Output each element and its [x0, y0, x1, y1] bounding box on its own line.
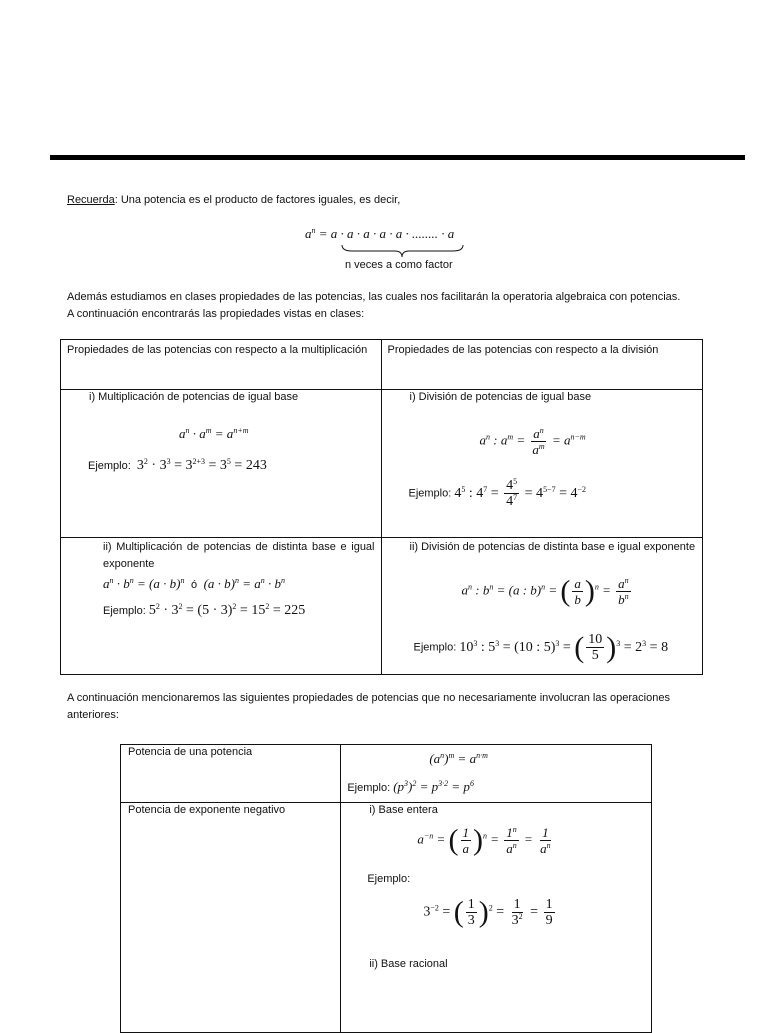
formula-mult-diff-base: $a^n \cdot b^n = (a \cdot b)^n$ ó $(a \cdot b)^n = a^n \cdot b^n$ [103, 576, 286, 591]
formula-div-diff-base: $a^n$ : $b^n = (a$ : b)$^n$ = ( $\frac{a}{b}$ )$^n$ = $\frac{a^n}{b^n}$ [461, 574, 629, 608]
brace-label: n veces a como factor [345, 259, 453, 271]
example-mult-same-base: Ejemplo: $3^2 \cdot 3^3 = 3^{2+3} = 3^5 = 243$ [88, 457, 267, 473]
cell-mult-diff-base: ii) Multiplicación de potencias de distinta base e igual exponente $a^n \cdot b^n = (a \cdot b)^n$ ó $(a \cdot b)^n = a^n \cdot b^n$ Ejemplo: $5^2 \cdot 3^2 = (5 \cdot 3)^2 = 15^2 = 225$ [61, 538, 382, 675]
formula-power-of-power: $(a^n)^m = a^{n\cdot m}$ [429, 751, 488, 766]
para2-line2: anteriores: [67, 709, 119, 721]
other-properties-table [120, 744, 652, 1033]
cell-div-same-base: i) División de potencias de igual base $a^n$ : $a^m$ = $\frac{a^n}{a^m}$ = $a^{n-m}$ Ejemplo: $4^5$ : $4^7$ = $\frac{4^5}{4^7}$ = $4^{5-7} = 4^{-2}$ [381, 390, 703, 538]
para1-line1: Además estudiamos en clases propiedades de las potencias, las cuales nos facilitarán la operatoria algebraica con potencias. [67, 291, 681, 303]
cell-power-of-power-label: Potencia de una potencia [121, 745, 341, 803]
example-power-of-power: Ejemplo: $(p^3)^2 = p^{3\cdot 2} = p^6$ [347, 779, 474, 794]
para1-line2: A continuación encontrarás las propiedades vistas en clases: [67, 308, 365, 320]
cell-div-diff-base: ii) División de potencias de distinta base e igual exponente $a^n$ : $b^n = (a$ : b)$^n$ = ( $\frac{a}{b}$ )$^n$ = $\frac{a^n}{b^n}$ Ejemplo: $10^3$ : $5^3 = (10$ : 5)$^3$ = ( $\frac{10}{5}$ )$^3 = 2^3 = 8$ [381, 538, 703, 675]
example-div-same-base: Ejemplo: $4^5$ : $4^7$ = $\frac{4^5}{4^7}$ = $4^{5-7} = 4^{-2}$ [408, 477, 586, 509]
power-definition-formula: $a^n = a \cdot a \cdot a \cdot a \cdot a$ · ........ · a [305, 226, 455, 241]
cell-power-of-power [341, 745, 652, 803]
example-negative-exponent: $3^{-2}$ = ( $\frac{1}{3}$ )$^2$ = $\frac{1}{3^2}$ = $\frac{1}{9}$ [423, 895, 553, 929]
example-mult-diff-base: Ejemplo: $5^2 \cdot 3^2 = (5 \cdot 3)^2 = 15^2 = 225$ [103, 602, 306, 618]
underbrace [340, 243, 465, 259]
header-multiplication: Propiedades de las potencias con respecto a la multiplicación [61, 340, 382, 390]
cell-mult-same-base: i) Multiplicación de potencias de igual base $a^n \cdot a^m = a^{n+m}$ Ejemplo: $3^2 \cdot 3^3 = 3^{2+3} = 3^5 = 243$ [61, 390, 382, 538]
intro-line [67, 192, 400, 209]
formula-mult-same-base: $a^n \cdot a^m = a^{n+m}$ [179, 426, 249, 441]
top-rule [50, 155, 745, 160]
formula-negative-exponent: $a^{-n}$ = ( $\frac{1}{a}$ )$^n$ = $\frac{1^n}{a^n}$ = $\frac{1}{a^n}$ [417, 823, 551, 857]
cell-negative-exponent: i) Base entera $a^{-n}$ = ( $\frac{1}{a}$ )$^n$ = $\frac{1^n}{a^n}$ = $\frac{1}{a^n}$ Ejemplo: $3^{-2}$ = ( $\frac{1}{3}$ )$^2$ = $\frac{1}{3^2}$ = $\frac{1}{9}$ ii) Base racional [341, 803, 652, 1033]
recuerda-label: Recuerda [67, 194, 115, 206]
intro-text: : Una potencia es el producto de factores iguales, es decir, [114, 194, 401, 206]
example-div-diff-base: Ejemplo: $10^3$ : $5^3 = (10$ : 5)$^3$ = ( $\frac{10}{5}$ )$^3 = 2^3 = 8$ [413, 630, 669, 664]
cell-negative-exponent-label: Potencia de exponente negativo [121, 803, 341, 1033]
header-division: Propiedades de las potencias con respecto a la división [381, 340, 703, 390]
formula-div-same-base: $a^n$ : $a^m$ = $\frac{a^n}{a^m}$ = $a^{n-m}$ [479, 426, 586, 457]
properties-table [60, 339, 703, 675]
para2-line1: A continuación mencionaremos las siguientes propiedades de potencias que no necesariamente involucran las operaciones [67, 692, 670, 704]
